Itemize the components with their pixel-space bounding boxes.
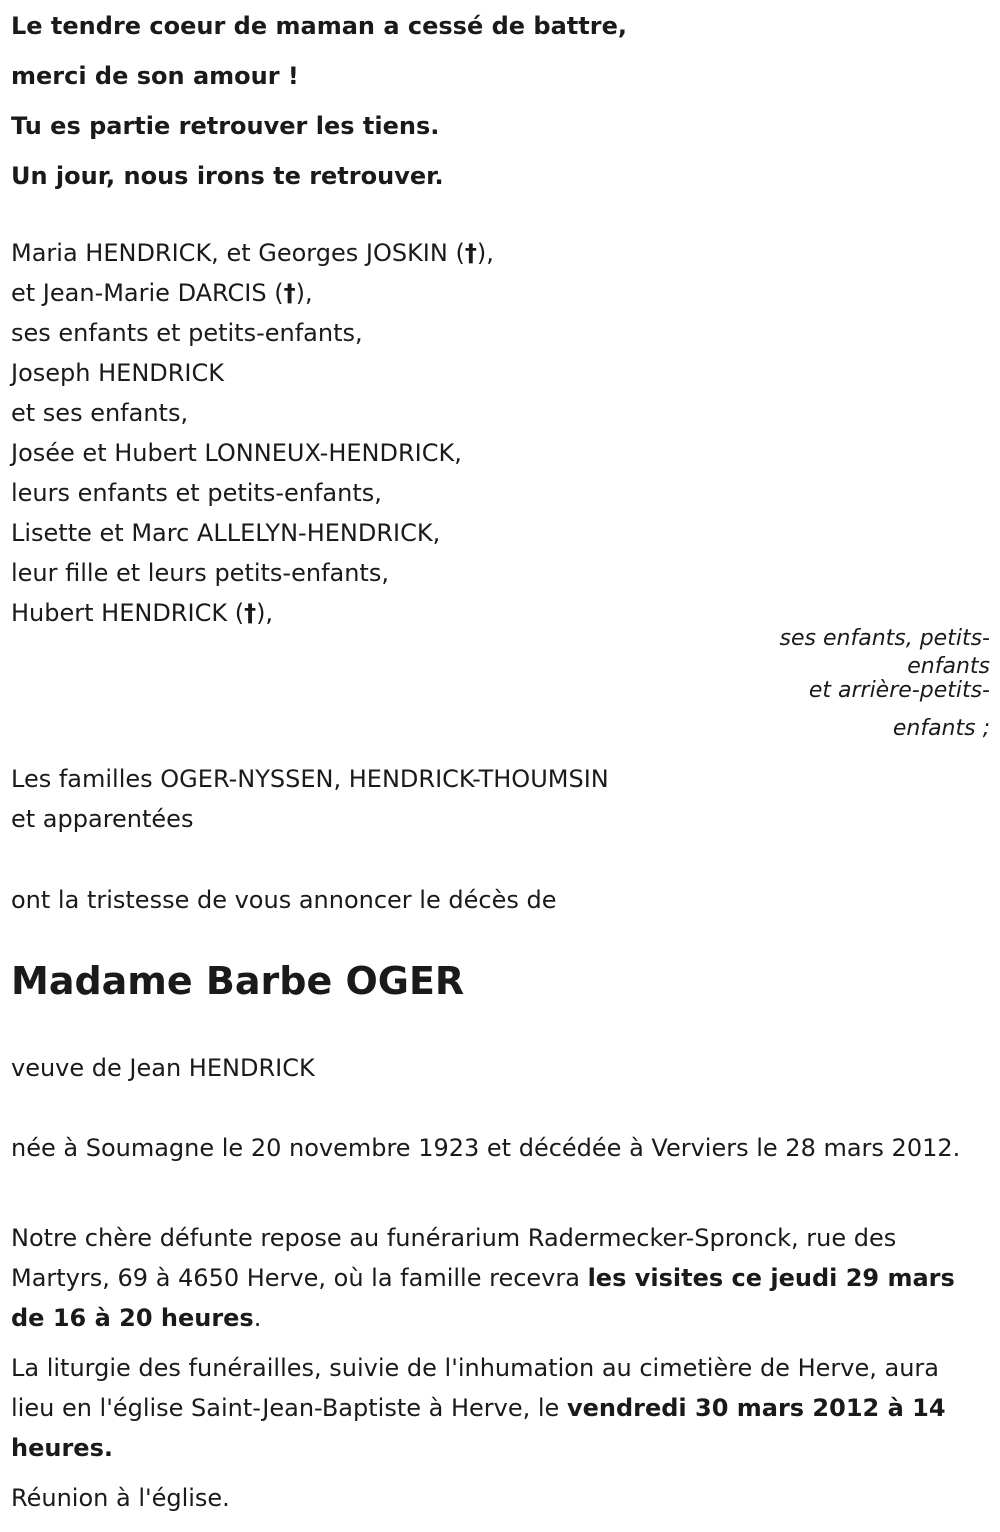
poem-line-1: Le tendre coeur de maman a cessé de battre, (11, 12, 627, 40)
funeral-time: vendredi 30 mars 2012 à 14 heures. (11, 1394, 946, 1462)
funeral-text: La liturgie des funérailles, suivie de l'inhumation au cimetière de Herve, aura lieu en l'église Saint-Jean-Baptiste à Herve, le (11, 1354, 939, 1422)
poem-line-3: Tu es partie retrouver les tiens. (11, 112, 440, 140)
family-line-1 (11, 237, 991, 277)
families-line-1: Les familles OGER-NYSSEN, HENDRICK-THOUMSIN (11, 765, 609, 793)
related-families (11, 763, 991, 843)
family-line-6: Josée et Hubert LONNEUX-HENDRICK, (11, 439, 462, 467)
poem-line-4: Un jour, nous irons te retrouver. (11, 162, 444, 190)
family-list (11, 237, 991, 637)
family-line-3: ses enfants et petits-enfants, (11, 319, 363, 347)
descendants-line-1: ses enfants, petits- (779, 626, 990, 651)
descendants-note (730, 620, 990, 748)
announcement: ont la tristesse de vous annoncer le décès de (11, 886, 557, 914)
visitation-time: les visites ce jeudi 29 mars de 16 à 20 heures (11, 1264, 955, 1332)
family-line-2 (11, 277, 991, 317)
families-line-2: et apparentées (11, 805, 194, 833)
cross-icon: † (244, 599, 257, 627)
visitation-text: Notre chère défunte repose au funérarium Radermecker-Spronck, rue des Martyrs, 69 à 4650 Herve, où la famille recevra (11, 1224, 897, 1292)
descendants-line-3: et arrière-petits- (808, 678, 990, 703)
cross-icon: † (283, 279, 296, 307)
family-line-5: et ses enfants, (11, 399, 189, 427)
descendants-line-2: enfants (907, 654, 990, 679)
poem-line-2: merci de son amour ! (11, 62, 299, 90)
widow-of: veuve de Jean HENDRICK (11, 1054, 315, 1082)
family-line-8: Lisette et Marc ALLELYN-HENDRICK, (11, 519, 441, 547)
poem (11, 10, 991, 210)
family-line-1-text: Maria HENDRICK, et Georges JOSKIN ( (11, 239, 465, 267)
family-line-7: leurs enfants et petits-enfants, (11, 479, 382, 507)
deceased-name: Madame Barbe OGER (11, 959, 465, 1003)
descendants-line-4: enfants ; (892, 716, 990, 741)
birth-death-paragraph: née à Soumagne le 20 novembre 1923 et décédée à Verviers le 28 mars 2012. (11, 1134, 961, 1162)
family-line-1-end: ), (476, 239, 494, 267)
meeting-paragraph: Réunion à l'église. (11, 1484, 230, 1512)
family-line-9: leur fille et leurs petits-enfants, (11, 559, 389, 587)
family-line-10-text: Hubert HENDRICK ( (11, 599, 245, 627)
family-line-4: Joseph HENDRICK (11, 359, 224, 387)
family-line-2-end: ), (295, 279, 313, 307)
visitation-end: . (253, 1304, 262, 1332)
cross-icon: † (464, 239, 477, 267)
visitation-paragraph (11, 1218, 986, 1338)
family-line-10-end: ), (256, 599, 274, 627)
family-line-2-text: et Jean-Marie DARCIS ( (11, 279, 284, 307)
funeral-paragraph (11, 1348, 986, 1468)
